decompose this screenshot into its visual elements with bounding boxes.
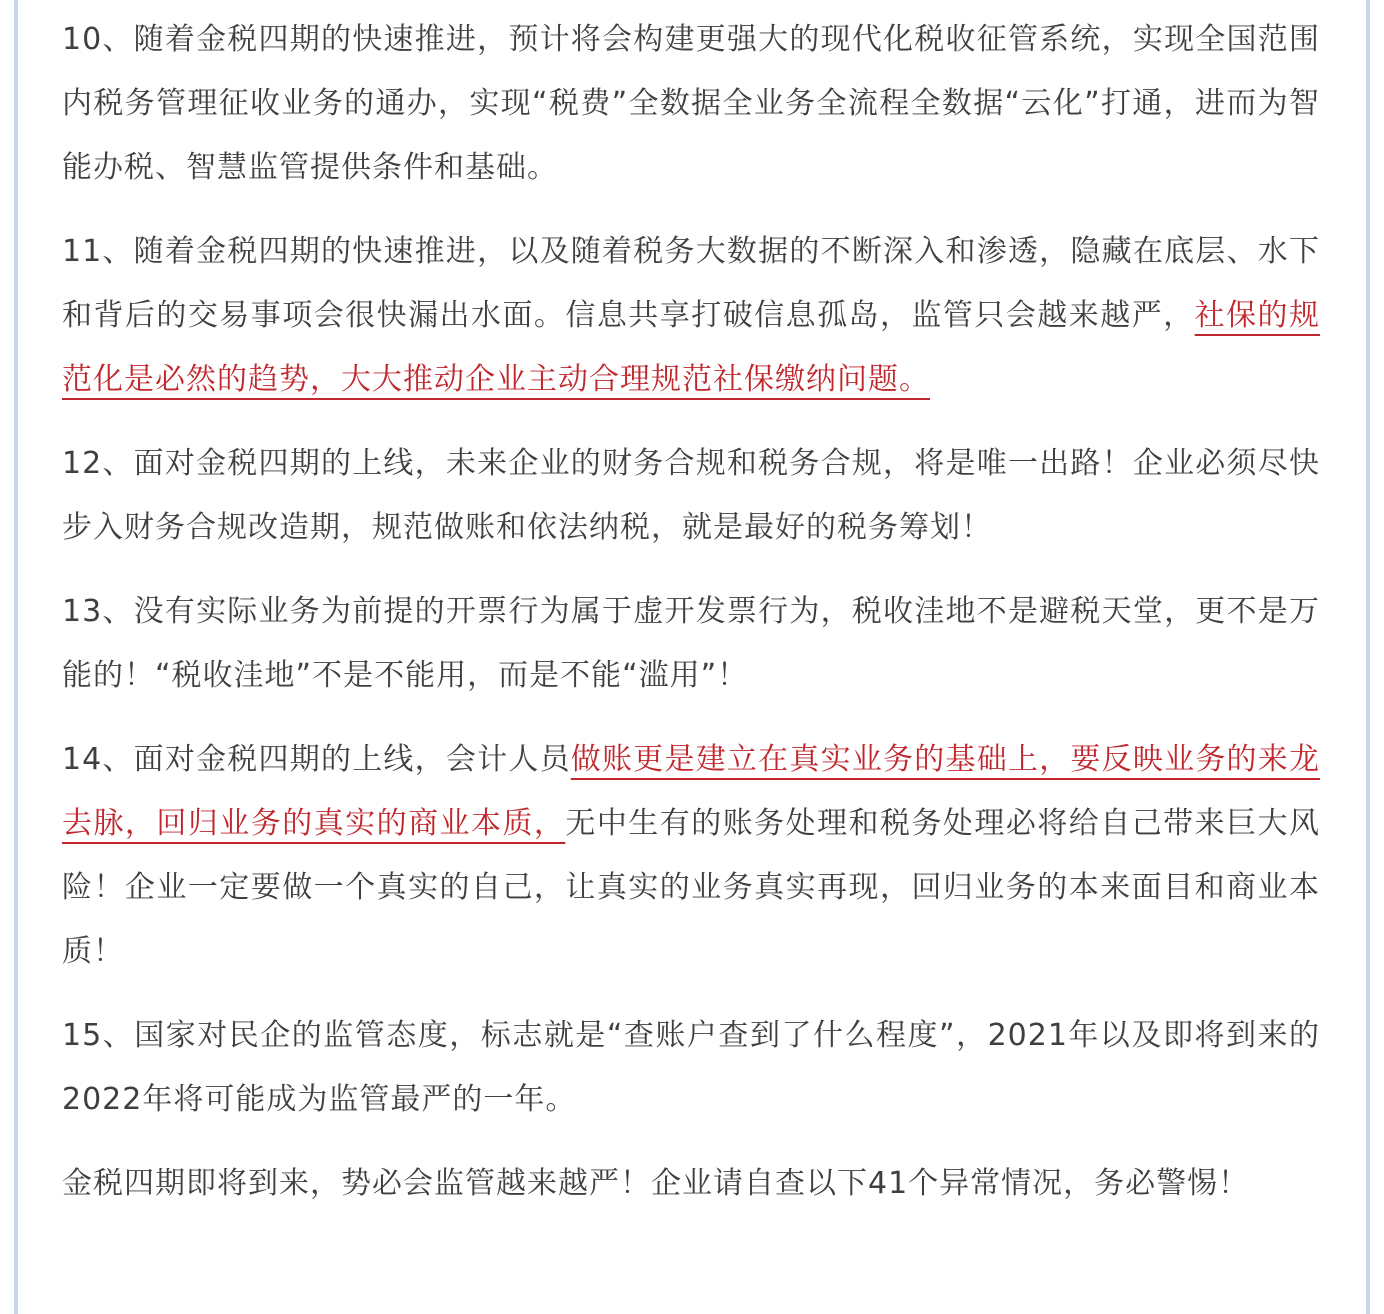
- paragraph-11-text: 11、随着金税四期的快速推进，以及随着税务大数据的不断深入和渗透，隐藏在底层、水下和背后的交易事项会很快漏出水面。信息共享打破信息孤岛，监管只会越来越严，: [62, 234, 1320, 333]
- paragraph-11-highlight: 社保的规范化是必然的趋势，大大推动企业主动合理规范社保缴纳问题。: [62, 298, 1321, 397]
- paragraph-13: [62, 580, 1320, 708]
- closing-paragraph-text: 金税四期即将到来，势必会监管越来越严！企业请自查以下41个异常情况，务必警惕！: [62, 1166, 1250, 1201]
- closing-paragraph: [62, 1152, 1320, 1216]
- paragraph-10-text: 10、随着金税四期的快速推进，预计将会构建更强大的现代化税收征管系统，实现全国范围内税务管理征收业务的通办，实现“税费”全数据全业务全流程全数据“云化”打通，进而为智能办税、智慧监管提供条件和基础。: [62, 22, 1320, 185]
- paragraph-14-text-before: 14、面对金税四期的上线，会计人员: [62, 742, 571, 777]
- paragraph-15-text: 15、国家对民企的监管态度，标志就是“查账户查到了什么程度”，2021年以及即将到来的2022年将可能成为监管最严的一年。: [62, 1018, 1320, 1117]
- paragraph-12-text: 12、面对金税四期的上线，未来企业的财务合规和税务合规，将是唯一出路！企业必须尽快步入财务合规改造期，规范做账和依法纳税，就是最好的税务筹划！: [62, 446, 1320, 545]
- paragraph-13-text: 13、没有实际业务为前提的开票行为属于虚开发票行为，税收洼地不是避税天堂，更不是万能的！“税收洼地”不是不能用，而是不能“滥用”！: [62, 594, 1320, 693]
- paragraph-14: [62, 728, 1320, 984]
- paragraph-10: [62, 8, 1320, 200]
- article-body: [62, 8, 1320, 1236]
- paragraph-12: [62, 432, 1320, 560]
- paragraph-14-highlight: 做账更是建立在真实业务的基础上，要反映业务的来龙去脉，回归业务的真实的商业本质，: [62, 742, 1320, 841]
- paragraph-14-text-after: 无中生有的账务处理和税务处理必将给自己带来巨大风险！企业一定要做一个真实的自己，让真实的业务真实再现，回归业务的本来面目和商业本质！: [62, 806, 1321, 969]
- paragraph-15: [62, 1004, 1320, 1132]
- paragraph-11: [62, 220, 1320, 412]
